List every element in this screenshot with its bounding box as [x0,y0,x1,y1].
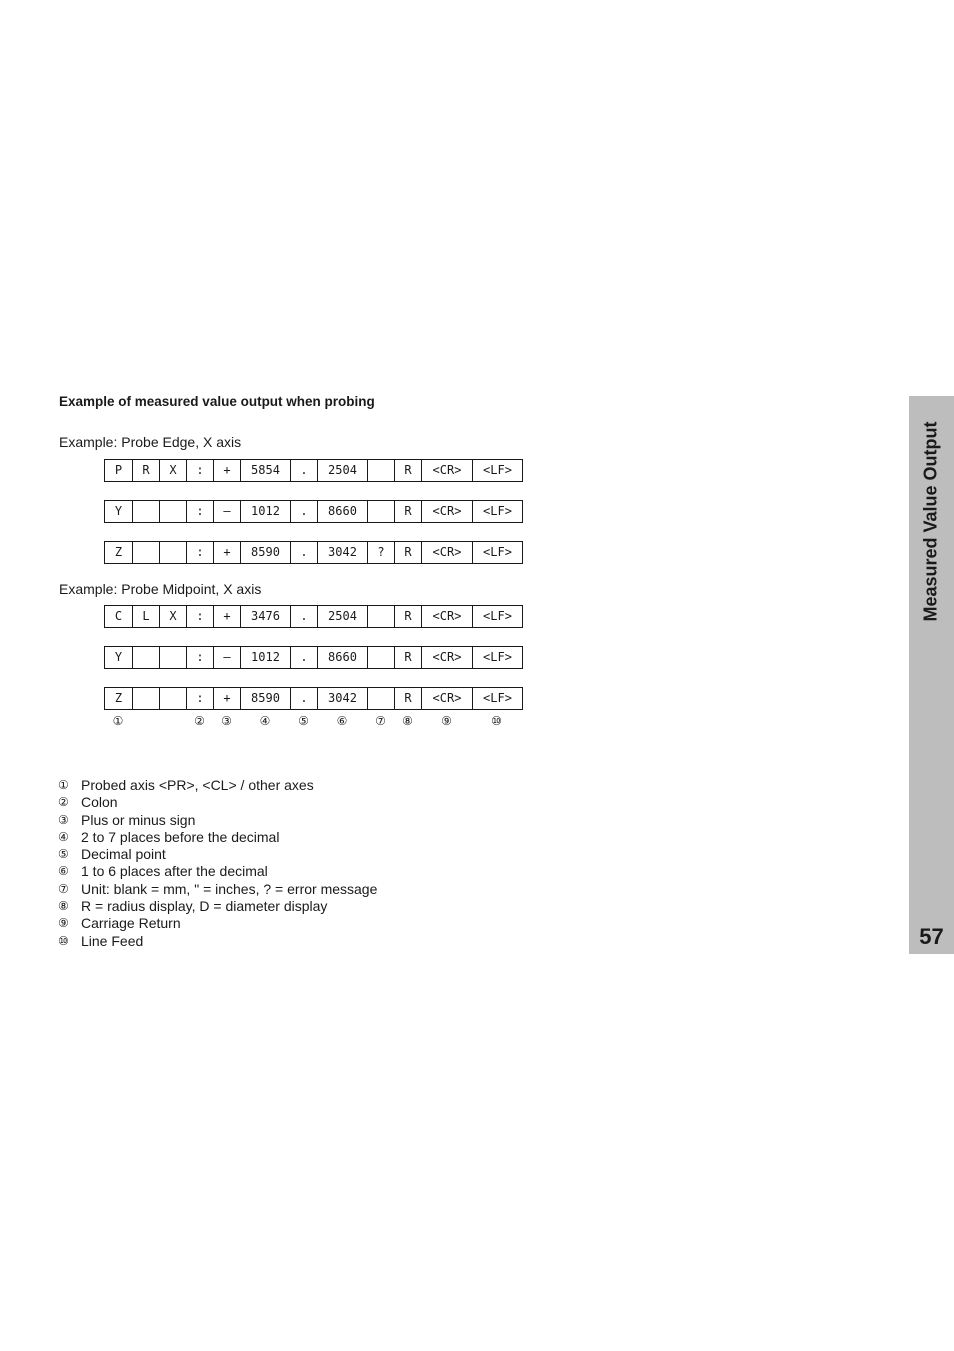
cell: <LF> [483,504,512,518]
cell: X [160,460,187,481]
cell [160,501,187,522]
cell: <LF> [483,609,512,623]
cell [160,688,187,709]
cell: R [395,542,422,563]
cell [368,647,395,668]
cell: L [133,606,160,627]
legend-item [58,863,377,880]
cell [368,460,395,481]
legend-text: Colon [81,794,118,811]
cell: X [160,606,187,627]
cell: 3042 [318,542,368,563]
legend-text: Decimal point [81,846,166,863]
legend-number: ⑤ [58,847,69,862]
cell: . [291,647,318,668]
cell [133,501,160,522]
legend-text: Line Feed [81,932,144,949]
marker [159,712,186,730]
cell: 2504 [318,460,368,481]
cell [133,542,160,563]
legend-number: ⑧ [58,899,69,914]
cell: : [187,606,214,627]
marker: ⑩ [491,714,502,728]
cell: ? [368,542,395,563]
cell: + [214,606,241,627]
legend-number: ① [58,778,69,792]
marker: ⑦ [375,714,386,728]
cell: 3042 [318,688,368,709]
legend-number: ② [58,795,69,810]
legend-item [58,829,377,846]
cell: Z [105,542,133,563]
cell [160,542,187,563]
cell [160,647,187,668]
marker: ① [112,714,124,728]
cell: R [395,606,422,627]
legend-item [58,777,377,794]
cell: Z [105,688,133,709]
legend-item [58,812,377,829]
cell: 8590 [241,688,291,709]
cell [368,688,395,709]
cell: 1012 [241,501,291,522]
cell: <CR> [422,606,473,627]
cell: <CR> [422,460,473,481]
cell: <CR> [422,542,473,563]
cell: : [187,501,214,522]
cell: R [395,688,422,709]
legend-list [58,777,377,950]
legend-text: Unit: blank = mm, " = inches, ? = error message [81,880,378,897]
cell: – [214,647,241,668]
example1-caption: Example: Probe Edge, X axis [59,434,242,450]
cell: <CR> [422,647,473,668]
cell: + [214,542,241,563]
legend-text: R = radius display, D = diameter display [81,898,328,915]
legend-item [58,881,377,898]
legend-text: 1 to 6 places after the decimal [81,863,268,880]
cell: : [187,460,214,481]
legend-number: ⑥ [58,864,69,879]
cell: <LF> [483,545,512,559]
cell: P [105,460,133,481]
cell: <LF> [483,463,512,477]
marker: ② [194,714,205,728]
cell: Y [105,647,133,668]
marker: ⑤ [298,714,309,728]
marker: ⑥ [336,714,348,728]
legend-text: Probed axis <PR>, <CL> / other axes [81,777,314,793]
cell: <CR> [422,501,473,522]
cell: : [187,688,214,709]
cell: 8660 [318,647,368,668]
cell: 3476 [241,606,291,627]
cell: : [187,647,214,668]
cell: 5854 [241,460,291,481]
cell: + [214,688,241,709]
cell: . [291,460,318,481]
legend-text: Plus or minus sign [81,811,196,828]
legend-number: ⑩ [58,933,69,948]
legend-text: 2 to 7 places before the decimal [81,828,280,845]
example2-row-z [104,687,523,710]
example2-row-y [104,646,523,669]
cell: : [187,542,214,563]
cell: + [214,460,241,481]
chapter-tab [909,396,954,954]
chapter-title [909,406,954,636]
marker: ⑧ [402,714,413,728]
legend-number: ⑨ [58,916,69,931]
legend-item [58,846,377,863]
cell: . [291,606,318,627]
cell [368,501,395,522]
cell: R [133,460,160,481]
cell: <CR> [422,688,473,709]
marker: ③ [221,714,232,728]
cell: 1012 [241,647,291,668]
cell [133,688,160,709]
cell: R [395,460,422,481]
legend-item [58,933,377,950]
legend-number: ③ [58,812,69,827]
example1-row-y [104,500,523,523]
legend-text: Carriage Return [81,915,181,932]
marker: ⑨ [441,714,452,728]
cell [133,647,160,668]
cell [368,606,395,627]
cell: R [395,501,422,522]
marker [132,712,159,730]
legend-item [58,898,377,915]
legend-number: ⑦ [58,881,69,896]
example2-caption: Example: Probe Midpoint, X axis [59,581,262,597]
legend-item [58,794,377,811]
legend-number: ④ [58,829,69,844]
cell: . [291,542,318,563]
cell: 2504 [318,606,368,627]
cell: <LF> [483,650,512,664]
cell: 8590 [241,542,291,563]
example1-row-x [104,459,523,482]
marker: ④ [259,714,271,728]
cell: C [105,606,133,627]
section-heading: Example of measured value output when probing [59,394,375,409]
cell: . [291,688,318,709]
page-number: 57 [919,924,944,949]
cell: Y [105,501,133,522]
cell: – [214,501,241,522]
cell: <LF> [483,691,512,705]
cell: . [291,501,318,522]
example1-row-z [104,541,523,564]
example2-row-x [104,605,523,628]
cell: R [395,647,422,668]
cell: 8660 [318,501,368,522]
column-markers [104,712,521,730]
chapter-title-text: Measured Value Output [921,420,942,622]
legend-item [58,915,377,932]
